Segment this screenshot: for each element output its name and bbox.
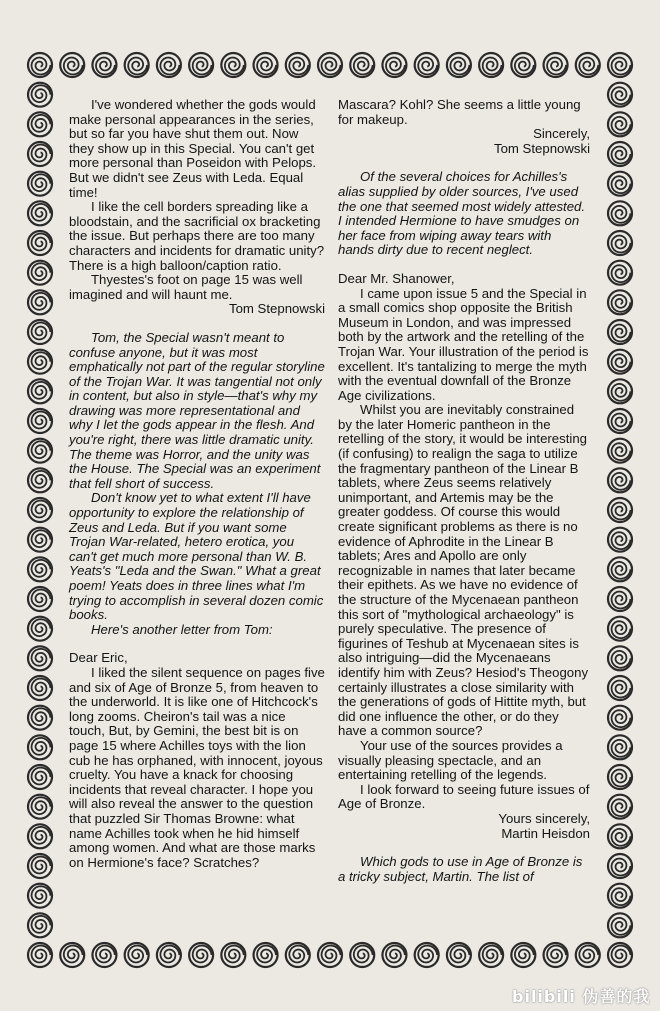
- border-spiral-curl: [612, 325, 631, 342]
- border-spiral-curl: [547, 58, 566, 75]
- border-spiral-curl: [612, 384, 631, 401]
- border-spiral-curl: [612, 236, 631, 253]
- left-column: [69, 98, 325, 870]
- border-spiral-curl: [32, 85, 51, 102]
- border-spiral-curl: [450, 58, 469, 75]
- border-spiral-curl: [32, 708, 51, 725]
- letter1-paragraph-2: I like the cell borders spreading like a bloodstain, and the sacrificial ox bracketing the issue. But perhaps there are too many characters and incidents for dramatic unity? There is a high balloon/caption ratio.: [69, 199, 325, 273]
- border-spiral-curl: [32, 530, 51, 547]
- border-spiral-curl: [483, 58, 502, 75]
- border-spiral-curl: [612, 829, 631, 846]
- border-spiral-curl: [322, 58, 341, 75]
- border-spiral-curl: [64, 58, 83, 75]
- border-spiral-curl: [32, 263, 51, 280]
- border-spiral-curl: [225, 946, 244, 963]
- border-spiral-curl: [32, 174, 51, 191]
- border-spiral-curl: [612, 770, 631, 787]
- border-spiral-curl: [515, 58, 534, 75]
- letter1-paragraph-1: I've wondered whether the gods would make personal appearances in the series, but so far you have shut them out. Now they show up in this Special. You can't get more personal than Poseidon with Pelops. But we didn't see Zeus with Leda. Equal time!: [69, 97, 317, 200]
- border-spiral-curl: [612, 651, 631, 668]
- letter3-signature: Martin Heisdon: [501, 825, 590, 841]
- right-column: [338, 98, 590, 884]
- border-spiral-curl: [612, 176, 631, 193]
- border-spiral-curl: [612, 473, 631, 490]
- border-spiral-curl: [128, 946, 147, 963]
- editor-reply-2: Of the several choices for Achilles's alias supplied by older sources, I've used the one that seemed most widely attested. I intended Hermione to have smudges on her face from wiping away tears with hands dirty due to recent neglect.: [338, 169, 586, 258]
- border-spiral-curl: [32, 857, 51, 874]
- letter3-paragraph-3: Your use of the sources provides a visually pleasing spectacle, and an entertaining retelling of the legends.: [338, 737, 563, 783]
- border-spiral-curl: [386, 58, 405, 75]
- border-spiral-curl: [612, 562, 631, 579]
- border-spiral-curl: [64, 946, 83, 963]
- border-spiral-curl: [32, 115, 51, 132]
- border-spiral-curl: [450, 946, 469, 963]
- border-spiral-curl: [612, 414, 631, 431]
- border-spiral-curl: [515, 946, 534, 963]
- letter3-paragraph-1: I came upon issue 5 and the Special in a small comics shop opposite the British Museum in London, and was impressed both by the artwork and the retelling of the Trojan War. Your illustration of the period is excellent. It's tantalizing to merge the myth with the eventual downfall of the Bronze Age civilizations.: [338, 285, 589, 403]
- border-spiral-curl: [193, 58, 212, 75]
- border-spiral-curl: [612, 681, 631, 698]
- border-spiral-curl: [612, 592, 631, 609]
- border-spiral-curl: [32, 827, 51, 844]
- border-spiral-curl: [32, 234, 51, 251]
- border-spiral-curl: [160, 58, 179, 75]
- bilibili-watermark: bilibili 伪善的我: [512, 987, 651, 1006]
- border-spiral-curl: [354, 58, 373, 75]
- border-spiral-curl: [32, 441, 51, 458]
- letter2-signature: Tom Stepnowski: [493, 140, 590, 156]
- border-spiral-curl: [612, 295, 631, 312]
- border-spiral-curl: [612, 503, 631, 520]
- letter3-paragraph-2: Whilst you are inevitably constrained by the later Homeric pantheon in the retelling of the story, it would be interesting (if confusing) to realign the saga to utilize the fragmentary pantheon of the Linear B tablets, where Zeus seems relatively unimportant, and Artemis may be the greater goddess. Of course this would create significant problems as there is no evidence of Aphrodite in the Linear B tablets; Ares and Apollo are only recognizable in names that later became their epithets. As we have no evidence of the structure of the Mycenaean pantheon this sort of "mythological archaeology" is purely speculative. The presence of figurines of Teshub at Mycenaean sites is also intriguing—did the Mycenaeans identify him with Zeus? Hesiod's Theogony certainly illustrates a close similarity with the generations of gods of Hittite myth, but did one influence the other, or do they have a common source?: [338, 402, 589, 739]
- border-spiral-curl: [32, 738, 51, 755]
- border-spiral-curl: [418, 946, 437, 963]
- border-spiral-curl: [418, 58, 437, 75]
- border-spiral-curl: [32, 886, 51, 903]
- border-spiral-curl: [289, 58, 308, 75]
- border-spiral-curl: [612, 265, 631, 282]
- border-spiral-curl: [32, 560, 51, 577]
- border-spiral-curl: [32, 145, 51, 162]
- border-spiral-curl: [32, 619, 51, 636]
- letter2-closing: Sincerely,: [533, 126, 590, 142]
- border-spiral-curl: [32, 797, 51, 814]
- border-spiral-curl: [257, 946, 276, 963]
- letter1-signature: Tom Stepnowski: [228, 301, 325, 317]
- border-spiral-curl: [612, 87, 631, 104]
- border-spiral-curl: [612, 532, 631, 549]
- border-spiral-curl: [322, 946, 341, 963]
- letter3-paragraph-4: I look forward to seeing future issues of Age of Bronze.: [338, 781, 590, 812]
- border-spiral-curl: [32, 916, 51, 933]
- border-spiral-curl: [612, 888, 631, 905]
- border-spiral-curl: [612, 147, 631, 164]
- border-spiral-curl: [612, 117, 631, 134]
- border-spiral-curl: [32, 323, 51, 340]
- border-spiral-curl: [225, 58, 244, 75]
- letter2-continuation: Mascara? Kohl? She seems a little young for makeup.: [338, 97, 581, 127]
- border-spiral-curl: [354, 946, 373, 963]
- border-spiral-curl: [579, 58, 598, 75]
- border-spiral-curl: [612, 946, 631, 963]
- letter1-paragraph-3: Thyestes's foot on page 15 was well imagined and will haunt me.: [69, 272, 303, 302]
- border-spiral-curl: [386, 946, 405, 963]
- border-spiral-curl: [32, 501, 51, 518]
- border-spiral-curl: [612, 710, 631, 727]
- border-spiral-curl: [483, 946, 502, 963]
- border-spiral-curl: [32, 412, 51, 429]
- border-spiral-curl: [612, 354, 631, 371]
- border-spiral-curl: [32, 58, 51, 75]
- border-spiral-curl: [612, 740, 631, 757]
- border-spiral-curl: [612, 859, 631, 876]
- border-spiral-curl: [32, 946, 51, 963]
- border-spiral-curl: [32, 471, 51, 488]
- border-spiral-curl: [612, 918, 631, 935]
- border-spiral-curl: [612, 206, 631, 223]
- letter3-salutation: Dear Mr. Shanower,: [338, 270, 455, 286]
- editor-reply-1-paragraph-2: Don't know yet to what extent I'll have opportunity to explore the relationship of Zeus and Leda. But if you want some Trojan War-related, hetero erotica, you can't get much more personal than W. B. Yeats's "Leda and the Swan." What a great poem! Yeats does in three lines what I'm trying to accomplish in several dozen comic books.: [69, 490, 324, 623]
- letter2-paragraph-1: I liked the silent sequence on pages five and six of Age of Bronze 5, from heaven to the underworld. It is like one of Hitchcock's long zooms. Cheiron's tail was a nice touch, But, by Gemini, the best bit is on page 15 where Achilles toys with the lion cub he has orphaned, with innocent, joyous cruelty. You have a knack for choosing incidents that reveal character. I hope you will also reveal the answer to the question that puzzled Sir Thomas Browne: what name Achilles took when he hid himself among women. And what are those marks on Hermione's face? Scratches?: [69, 664, 325, 870]
- border-spiral-curl: [289, 946, 308, 963]
- border-spiral-curl: [547, 946, 566, 963]
- editor-reply-1-paragraph-1: Tom, the Special wasn't meant to confuse anyone, but it was most emphatically not part of the regular storyline of the Trojan War. It was tangential not only in content, but also in style—that's why my drawing was more representational and why I let the gods appear in the flesh. And you're right, there was little dramatic unity. The theme was Horror, and the unity was the House. The Special was an experiment that fell short of success.: [69, 329, 325, 491]
- border-spiral-curl: [32, 382, 51, 399]
- letter3-closing: Yours sincerely,: [498, 810, 590, 826]
- border-spiral-curl: [32, 649, 51, 666]
- editor-reply-1-paragraph-3: Here's another letter from Tom:: [91, 621, 273, 637]
- border-spiral-curl: [612, 443, 631, 460]
- border-spiral-curl: [612, 58, 631, 75]
- border-spiral-curl: [96, 58, 115, 75]
- editor-reply-3-start: Which gods to use in Age of Bronze is a tricky subject, Martin. The list of: [338, 854, 583, 884]
- border-spiral-curl: [257, 58, 276, 75]
- border-spiral-curl: [32, 590, 51, 607]
- letter2-salutation: Dear Eric,: [69, 650, 128, 666]
- border-spiral-curl: [32, 679, 51, 696]
- border-spiral-curl: [32, 768, 51, 785]
- border-spiral-curl: [32, 352, 51, 369]
- border-spiral-curl: [96, 946, 115, 963]
- border-spiral-curl: [612, 799, 631, 816]
- border-spiral-curl: [193, 946, 212, 963]
- border-spiral-curl: [612, 621, 631, 638]
- border-spiral-curl: [32, 204, 51, 221]
- border-spiral-curl: [32, 293, 51, 310]
- border-spiral-curl: [128, 58, 147, 75]
- border-spiral-curl: [160, 946, 179, 963]
- border-spiral-curl: [579, 946, 598, 963]
